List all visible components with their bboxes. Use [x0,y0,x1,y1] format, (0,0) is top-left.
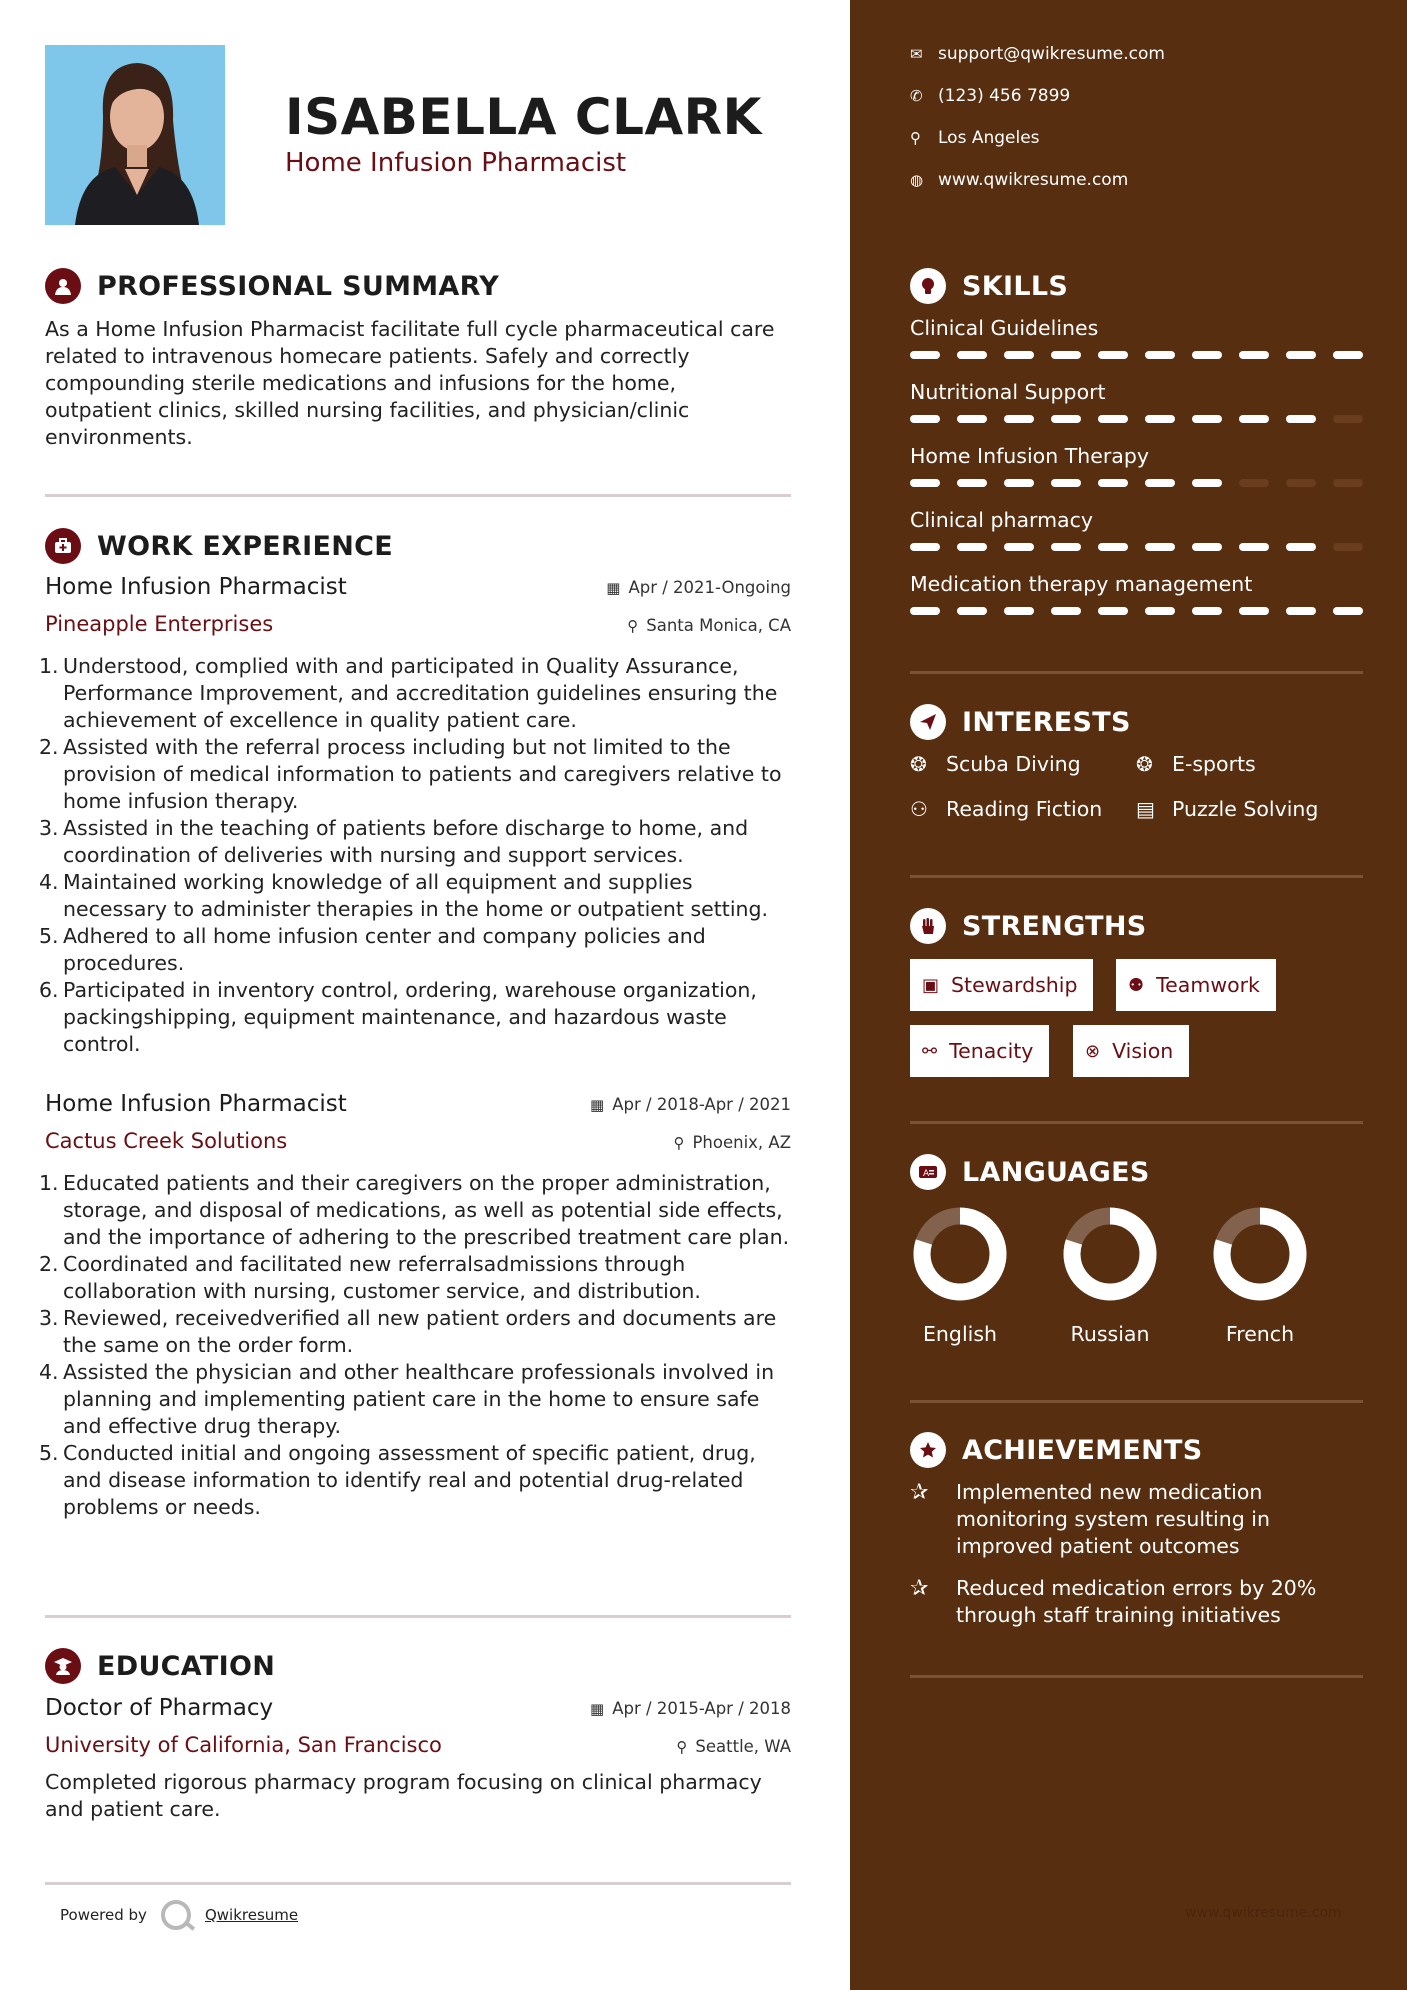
skill-segment [1239,479,1269,487]
skill-segment [1098,607,1128,615]
powered-by-label: Powered by [60,1906,147,1924]
lifebuoy-icon: ❂ [1136,752,1153,776]
job-2-date: ▦ Apr / 2018-Apr / 2021 [590,1095,791,1114]
education-degree: Doctor of Pharmacy [45,1695,274,1721]
list-item: 5. Conducted initial and ongoing assessment of specific patient, drug, and disease information to identify real and potential drug-related problems or needs. [39,1441,756,1519]
divider [45,1615,791,1618]
skill-segment [1286,415,1316,423]
skills-header [910,268,1068,304]
skill-segment [1145,415,1175,423]
skill-segment [1004,607,1034,615]
language-ring [912,1206,1008,1302]
education-date: ▦ Apr / 2015-Apr / 2018 [590,1699,791,1718]
achievement-item: ✰ Implemented new medication monitoring system resulting in improved patient outcomes [910,1480,1270,1558]
job-1-role: Home Infusion Pharmacist [45,574,347,600]
divider [910,875,1363,878]
skill-segment [1286,479,1316,487]
education-text: Completed rigorous pharmacy program focusing on clinical pharmacy and patient care. [45,1770,762,1821]
summary-heading: PROFESSIONAL SUMMARY [97,270,500,302]
skill-segment [1239,351,1269,359]
summary-header [45,268,499,304]
skill-segment [1004,543,1034,551]
skill-label: Clinical Guidelines [910,316,1099,340]
skill-segment [1098,479,1128,487]
skill-segment [1333,479,1363,487]
svg-text:A: A [923,1169,930,1179]
lightbulb-icon [910,268,946,304]
skill-label: Nutritional Support [910,380,1106,404]
skill-level-bar [910,351,1363,359]
list-item: 5. Adhered to all home infusion center and company policies and procedures. [39,924,706,975]
achievement-item: ✰ Reduced medication errors by 20% through staff training initiatives [910,1576,1317,1627]
strength-chip: ⚯ Tenacity [910,1025,1049,1077]
education-heading: EDUCATION [97,1650,276,1682]
skill-segment [910,415,940,423]
languages-header [910,1154,1150,1190]
skill-segment [957,415,987,423]
job-2-company-row [45,1129,791,1159]
skill-level-bar [910,415,1363,423]
envelope-icon: ✉ [910,45,923,63]
job-2-company: Cactus Creek Solutions [45,1129,288,1153]
skill-level-bar [910,543,1363,551]
map-pin-icon: ⚲ [910,129,921,147]
job-1-company: Pineapple Enterprises [45,612,274,636]
skill-segment [910,479,940,487]
job-2-title-row [45,1091,791,1121]
phone-icon: ✆ [910,87,923,105]
list-item: 3. Assisted in the teaching of patients before discharge to home, and coordination of deliveries with nursing and support services. [39,816,749,867]
calendar-icon: ▦ [590,1095,605,1114]
skill-segment [1145,543,1175,551]
strengths-heading: STRENGTHS [962,910,1147,942]
skill-segment [1192,415,1222,423]
job-1-title-row [45,574,791,604]
pin-icon: ⚲ [673,1133,685,1152]
list-item: 4. Maintained working knowledge of all equipment and supplies necessary to administer therapies in the home or outpatient setting. [39,870,769,921]
job-1-duties [39,653,793,1058]
language-label: Russian [1070,1322,1150,1346]
qwikresume-link[interactable]: Qwikresume [204,1906,299,1924]
contact-location: ⚲ Los Angeles [910,128,1040,148]
divider [910,1400,1363,1403]
skill-segment [1145,607,1175,615]
calendar-icon: ▦ [606,578,621,597]
skill-segment [910,607,940,615]
contact-website[interactable]: ◍ www.qwikresume.com [910,170,1129,190]
strength-chip: ▣ Stewardship [910,959,1093,1011]
interests-heading: INTERESTS [962,706,1131,738]
watermark: www.qwikresume.com [1185,1905,1342,1921]
skill-segment [1192,607,1222,615]
skill-segment [1333,351,1363,359]
achievements-header [910,1432,1203,1468]
qwikresume-logo-icon [161,1900,191,1930]
strengths-header [910,908,1147,944]
list-item: 1. Understood, complied with and participated in Quality Assurance, Performance Improvement, and accreditation guidelines ensuring the achievement of excellence in quality patient care. [39,654,778,732]
job-1-location: ⚲ Santa Monica, CA [627,616,791,635]
briefcase-icon: ▣ [922,974,940,996]
summary-text: As a Home Infusion Pharmacist facilitate full cycle pharmaceutical care related to intravenous homecare patients. Safely and correctly compounding sterile medications and infusions for the home, outpatient clinics, skilled nursing facilities, and physician/clinic environments. [45,317,775,449]
hand-icon [910,908,946,944]
pin-icon: ⚲ [627,616,639,635]
job-2-duties [39,1170,793,1521]
skill-segment [1239,543,1269,551]
skill-segment [1098,415,1128,423]
skill-level-bar [910,607,1363,615]
list-item: 4. Assisted the physician and other healthcare professionals involved in planning and implementing patient care in the home to ensure safe and effective drug therapy. [39,1360,775,1438]
briefcase-medical-icon [45,528,81,564]
interests-header [910,704,1131,740]
skill-segment [1239,607,1269,615]
divider [45,494,791,497]
skill-segment [1192,351,1222,359]
divider [910,671,1363,674]
job-1-company-row [45,612,791,642]
skill-segment [1004,415,1034,423]
link-icon: ⚯ [922,1040,938,1062]
skill-segment [1051,543,1081,551]
contact-email[interactable]: ✉ support@qwikresume.com [910,44,1165,64]
footer [60,1900,298,1930]
skill-segment [957,351,987,359]
lifebuoy-icon: ❂ [910,752,927,776]
divider [910,1675,1363,1678]
interest-item: ▤ Puzzle Solving [1136,797,1319,821]
skill-segment [1051,479,1081,487]
skill-segment [1098,351,1128,359]
list-item: 6. Participated in inventory control, ordering, warehouse organization, packingshipping, equipment maintenance, and hazardous waste control. [39,978,757,1056]
skill-label: Home Infusion Therapy [910,444,1149,468]
education-school-row [45,1733,791,1763]
skill-segment [1192,543,1222,551]
skill-label: Medication therapy management [910,572,1253,596]
candidate-name: ISABELLA CLARK [285,88,762,146]
divider [910,1121,1363,1124]
skill-segment [1051,607,1081,615]
language-item [900,1206,1020,1346]
skill-segment [957,543,987,551]
skill-segment [1286,607,1316,615]
job-2-location: ⚲ Phoenix, AZ [673,1133,791,1152]
star-icon: ✰ [910,1480,929,1505]
language-item [1200,1206,1320,1346]
skill-segment [1286,351,1316,359]
skill-segment [1004,479,1034,487]
skill-label: Clinical pharmacy [910,508,1094,532]
experience-header [45,528,393,564]
candidate-title: Home Infusion Pharmacist [285,148,627,178]
book-icon: ▤ [1136,797,1155,821]
skill-segment [1004,351,1034,359]
job-2-role: Home Infusion Pharmacist [45,1091,347,1117]
list-item: 1. Educated patients and their caregivers on the proper administration, storage, and disposal of medications, as well as potential side effects, and the importance of adhering to the prescribed treatment care plan. [39,1171,790,1249]
skill-segment [1333,415,1363,423]
skill-segment [1145,479,1175,487]
skill-segment [1051,415,1081,423]
language-label: English [922,1322,998,1346]
skill-segment [1051,351,1081,359]
strength-chip: ⚉ Teamwork [1116,959,1276,1011]
job-1-date: ▦ Apr / 2021-Ongoing [606,578,791,597]
interest-item: ⚇ Reading Fiction [910,797,1103,821]
skill-segment [957,607,987,615]
education-location: ⚲ Seattle, WA [676,1737,791,1756]
education-school: University of California, San Francisco [45,1733,442,1757]
graduate-icon [45,1648,81,1684]
profile-photo [45,45,225,225]
achievements-heading: ACHIEVEMENTS [962,1434,1203,1466]
star-badge-icon [910,1432,946,1468]
list-item: 2. Assisted with the referral process including but not limited to the provision of medical information to patients and caregivers relative to home infusion therapy. [39,735,782,813]
binoculars-icon: ⊗ [1085,1040,1101,1062]
language-icon [910,1154,946,1190]
skill-segment [1333,543,1363,551]
users-icon: ⚉ [1128,974,1145,996]
skill-segment [1239,415,1269,423]
star-icon: ✰ [910,1576,929,1601]
language-ring [1212,1206,1308,1302]
skill-segment [1145,351,1175,359]
list-item: 3. Reviewed, receivedverified all new patient orders and documents are the same on the order form. [39,1306,777,1357]
skill-segment [1286,543,1316,551]
divider [45,1882,791,1885]
skill-level-bar [910,479,1363,487]
skill-segment [910,351,940,359]
gamepad-icon: ⚇ [910,797,928,821]
skill-segment [1192,479,1222,487]
interest-item: ❂ E-sports [1136,752,1256,776]
skill-segment [1333,607,1363,615]
pin-icon: ⚲ [676,1737,688,1756]
language-ring [1062,1206,1158,1302]
language-item [1050,1206,1170,1346]
skill-segment [1098,543,1128,551]
skill-segment [910,543,940,551]
calendar-icon: ▦ [590,1699,605,1718]
list-item: 2. Coordinated and facilitated new referralsadmissions through collaboration with nursing, customer service, and distribution. [39,1252,701,1303]
skill-segment [957,479,987,487]
contact-phone[interactable]: ✆ (123) 456 7899 [910,86,1071,106]
interest-item: ❂ Scuba Diving [910,752,1081,776]
education-header [45,1648,275,1684]
language-label: French [1225,1322,1295,1346]
experience-heading: WORK EXPERIENCE [97,530,393,562]
skills-heading: SKILLS [962,270,1069,302]
user-icon [45,268,81,304]
education-title-row [45,1695,791,1725]
paper-plane-icon [910,704,946,740]
languages-heading: LANGUAGES [962,1156,1150,1188]
strength-chip: ⊗ Vision [1073,1025,1189,1077]
globe-icon: ◍ [910,171,924,189]
